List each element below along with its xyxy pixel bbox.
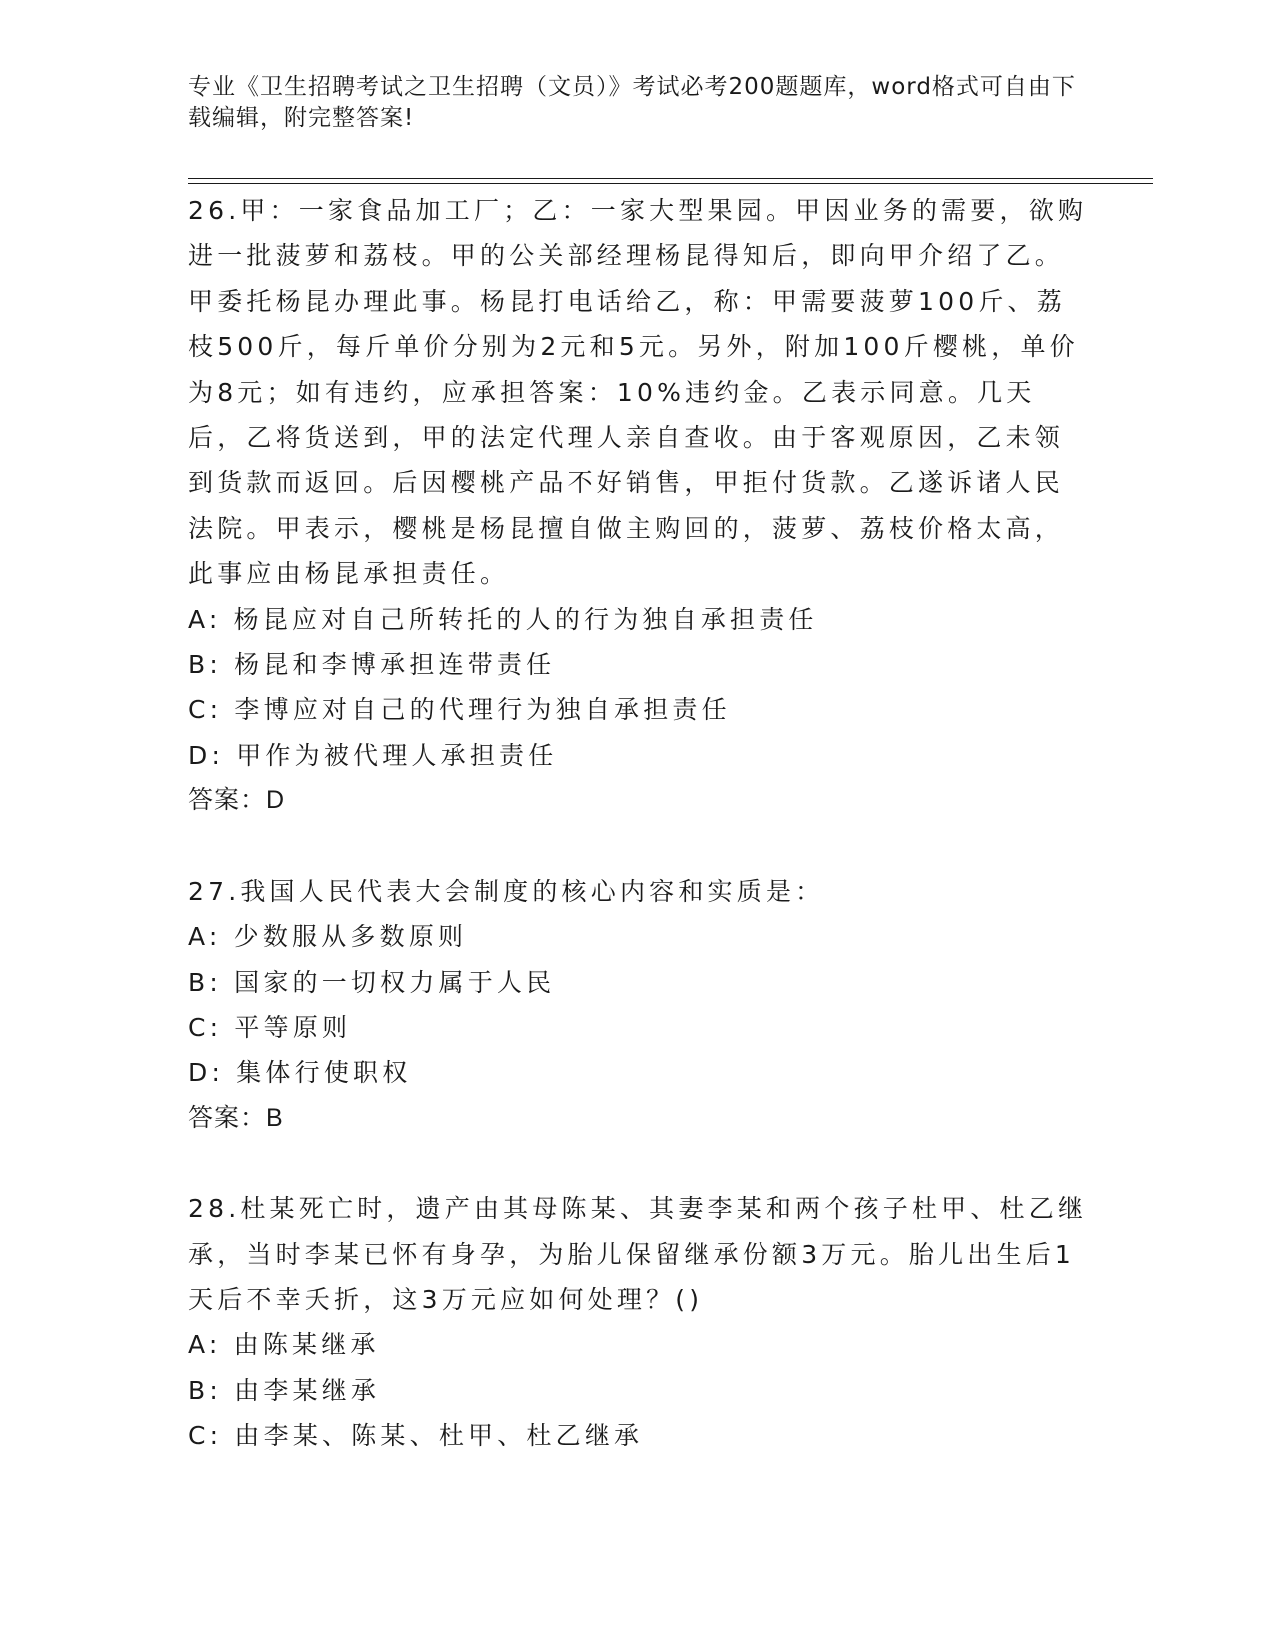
- option-d: D: 集体行使职权: [188, 1058, 412, 1088]
- option-a: A: 杨昆应对自己所转托的人的行为独自承担责任: [188, 604, 818, 634]
- header-rule-bottom: [188, 183, 1153, 184]
- spacer: [188, 1141, 1088, 1186]
- question-26: [188, 188, 1088, 824]
- question-27: [188, 869, 1088, 1141]
- question-text: 28.杜某死亡时，遗产由其母陈某、其妻李某和两个孩子杜甲、杜乙继承，当时李某已怀有身孕，为胎儿保留继承份额3万元。胎儿出生后1天后不幸夭折，这3万元应如何处理？(): [188, 1194, 1088, 1314]
- header-rule-top: [188, 178, 1153, 179]
- question-text: 27.我国人民代表大会制度的核心内容和实质是：: [188, 876, 825, 906]
- option-c: C: 由李某、陈某、杜甲、杜乙继承: [188, 1421, 644, 1451]
- question-text: 26.甲：一家食品加工厂；乙：一家大型果园。甲因业务的需要，欲购进一批菠萝和荔枝。甲的公关部经理杨昆得知后，即向甲介绍了乙。甲委托杨昆办理此事。杨昆打电话给乙，称：甲需要菠萝100斤、荔枝500斤，每斤单价分别为2元和5元。另外，附加100斤樱桃，单价为8元；如有违约，应承担答案：10%违约金。乙表示同意。几天后，乙将货送到，甲的法定代理人亲自查收。由于客观原因，乙未领到货款而返回。后因樱桃产品不好销售，甲拒付货款。乙遂诉诸人民法院。甲表示，樱桃是杨昆擅自做主购回的，菠萝、荔枝价格太高，此事应由杨昆承担责任。: [188, 196, 1088, 589]
- option-b: B: 由李某继承: [188, 1375, 381, 1405]
- answer: 答案：B: [188, 1103, 284, 1132]
- question-28: [188, 1186, 1088, 1458]
- option-d: D: 甲作为被代理人承担责任: [188, 740, 558, 770]
- option-a: A: 由陈某继承: [188, 1330, 380, 1360]
- option-a: A: 少数服从多数原则: [188, 922, 468, 952]
- option-c: C: 李博应对自己的代理行为独自承担责任: [188, 695, 731, 725]
- option-b: B: 国家的一切权力属于人民: [188, 967, 556, 997]
- question-list: [188, 188, 1088, 1459]
- page-header: 专业《卫生招聘考试之卫生招聘（文员）》考试必考200题题库，word格式可自由下载编辑，附完整答案!: [188, 74, 1076, 131]
- option-b: B: 杨昆和李博承担连带责任: [188, 650, 556, 680]
- answer: 答案：D: [188, 786, 286, 815]
- option-c: C: 平等原则: [188, 1012, 352, 1042]
- spacer: [188, 824, 1088, 869]
